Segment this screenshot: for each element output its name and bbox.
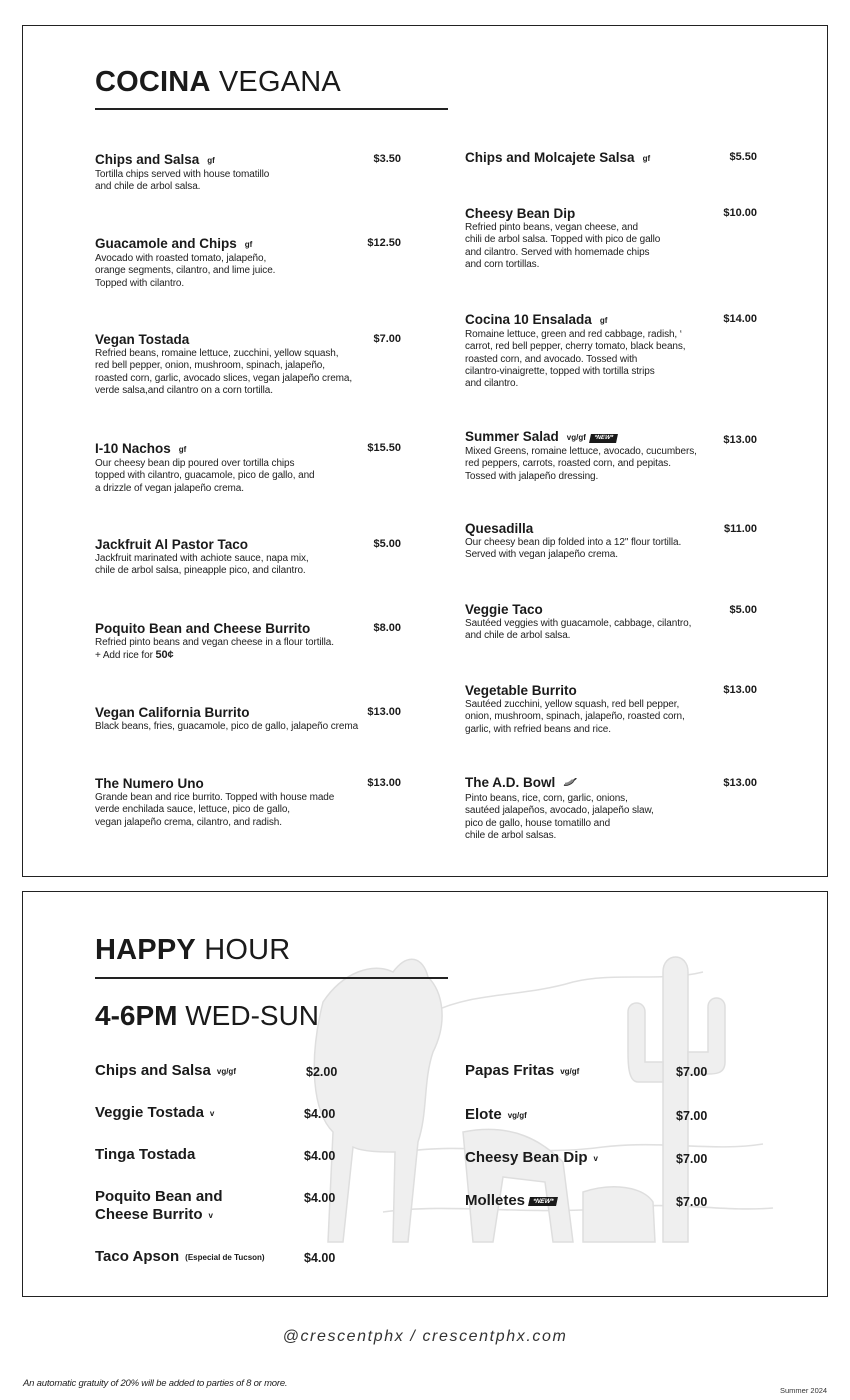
item-price: $14.00 xyxy=(723,313,757,325)
item-price: $5.50 xyxy=(729,151,757,163)
title-bold: HAPPY xyxy=(95,934,196,966)
item-description: Jackfruit marinated with achiote sauce, napa mix, chile de arbol salsa, pineapple pico, and cilantro. xyxy=(95,553,309,577)
item-price: $11.00 xyxy=(723,523,757,535)
hh-item-name: Elote vg/gf xyxy=(465,1106,527,1123)
item-price: $5.00 xyxy=(373,538,401,550)
item-description: Refried pinto beans, vegan cheese, and chili de arbol salsa. Topped with pico de gallo and cilantro. Served with homemade chips and corn tortillas. xyxy=(465,222,661,270)
hh-item-price: $2.00 xyxy=(306,1065,338,1079)
hh-item-price: $4.00 xyxy=(304,1107,336,1121)
gratuity-notice: An automatic gratuity of 20% will be added to parties of 8 or more. xyxy=(23,1378,288,1389)
item-name: Cheesy Bean Dip xyxy=(465,206,576,221)
social-handles: @crescentphx / crescentphx.com xyxy=(282,1328,568,1345)
hh-item-name: Poquito Bean and Cheese Burrito v xyxy=(95,1188,223,1223)
hh-item-name: Taco Apson (Especial de Tucson) xyxy=(95,1248,265,1265)
season-label: Summer 2024 xyxy=(780,1386,828,1395)
chili-pepper-icon xyxy=(563,777,577,792)
item-description: Mixed Greens, romaine lettuce, avocado, cucumbers, red peppers, carrots, roasted corn, and pepitas. Tossed with jalapeño dressing. xyxy=(465,446,697,482)
item-description: Black beans, fries, guacamole, pico de gallo, jalapeño crema xyxy=(95,721,359,732)
item-description: Grande bean and rice burrito. Topped with house made verde enchilada sauce, lettuce, pico de gallo, vegan jalapeño crema, cilantro, and radish. xyxy=(95,792,335,828)
desert-cowboy-illustration-icon xyxy=(283,912,783,1292)
item-description: Sautéed veggies with guacamole, cabbage, cilantro, and chile de arbol salsa. xyxy=(465,618,692,642)
menu-item xyxy=(465,429,697,483)
item-name: Chips and Salsa xyxy=(95,152,200,167)
days-light: WED-SUN xyxy=(185,1000,320,1031)
hh-item-name: Molletes *NEW* xyxy=(465,1192,557,1210)
item-description: Refried pinto beans and vegan cheese in a flour tortilla. + Add rice for 50¢ xyxy=(95,637,334,662)
cocina-vegana-title xyxy=(95,68,341,97)
hh-item-price: $7.00 xyxy=(676,1109,708,1123)
item-price: $13.00 xyxy=(723,434,757,446)
hh-item-name: Chips and Salsa vg/gf xyxy=(95,1062,236,1079)
hh-item-name: Veggie Tostada v xyxy=(95,1104,215,1121)
item-name: Vegan Tostada xyxy=(95,332,190,347)
item-name: I-10 Nachos xyxy=(95,441,171,456)
item-tag: gf xyxy=(207,156,215,165)
item-description: Romaine lettuce, green and red cabbage, radish, ‘ carrot, red bell pepper, cherry tomato, black beans, roasted corn, and avocado. Tossed with cilantro-vinaigrette, topped with tortilla strips and cilantro. xyxy=(465,329,686,390)
item-name: Chips and Molcajete Salsa xyxy=(465,150,635,165)
item-description: Our cheesy bean dip poured over tortilla chips topped with cilantro, guacamole, pico de gallo, and a drizzle of vegan jalapeño crema. xyxy=(95,458,315,494)
hh-item-price: $7.00 xyxy=(676,1195,708,1209)
menu-item xyxy=(465,602,691,643)
cocina-vegana-panel xyxy=(22,25,828,877)
item-tag: gf xyxy=(642,154,651,163)
item-name: The Numero Uno xyxy=(95,776,204,791)
hh-item-name: Cheesy Bean Dip v xyxy=(465,1149,598,1166)
hh-item-name: Papas Fritas vg/gf xyxy=(465,1062,580,1079)
hh-item-price: $4.00 xyxy=(304,1191,336,1205)
item-name: The A.D. Bowl xyxy=(465,775,556,790)
item-price: $13.00 xyxy=(367,706,401,718)
item-price: $5.00 xyxy=(729,604,757,616)
item-price: $10.00 xyxy=(723,207,757,219)
hh-item-price: $7.00 xyxy=(676,1065,708,1079)
menu-item xyxy=(465,206,660,271)
menu-item xyxy=(95,537,309,578)
item-tag: gf xyxy=(244,240,253,249)
new-badge: *NEW* xyxy=(528,1197,558,1206)
item-description: Avocado with roasted tomato, jalapeño, orange segments, cilantro, and lime juice. Topped with cilantro. xyxy=(95,253,276,289)
title-rule xyxy=(95,977,448,979)
item-name: Poquito Bean and Cheese Burrito xyxy=(95,621,311,636)
item-tag: gf xyxy=(178,445,187,454)
hh-item-name: Tinga Tostada xyxy=(95,1146,196,1163)
item-price: $12.50 xyxy=(367,237,401,249)
addon-price: 50¢ xyxy=(155,649,174,662)
menu-item xyxy=(95,621,334,663)
item-name: Vegan California Burrito xyxy=(95,705,250,720)
hh-item-price: $7.00 xyxy=(676,1152,708,1166)
menu-item xyxy=(465,521,681,562)
title-rule xyxy=(95,108,448,110)
item-description: Our cheesy bean dip folded into a 12" flour tortilla. Served with vegan jalapeño crema. xyxy=(465,537,682,561)
item-tag: vg/gf xyxy=(566,433,586,442)
item-description: Pinto beans, rice, corn, garlic, onions, sautéed jalapeños, avocado, jalapeño slaw, pico de gallo, house tomatillo and chile de arbol salsas. xyxy=(465,793,654,841)
item-price: $8.00 xyxy=(373,622,401,634)
item-name: Veggie Taco xyxy=(465,602,543,617)
item-tag: gf xyxy=(599,316,608,325)
item-price: $13.00 xyxy=(723,777,757,789)
item-name: Summer Salad xyxy=(465,429,559,444)
item-name: Jackfruit Al Pastor Taco xyxy=(95,537,249,552)
menu-item xyxy=(95,152,269,194)
hh-item-price: $4.00 xyxy=(304,1251,336,1265)
happy-hour-title xyxy=(95,936,290,965)
item-name: Quesadilla xyxy=(465,521,534,536)
menu-item xyxy=(465,775,654,842)
item-description: Sautéed zucchini, yellow squash, red bell pepper, onion, mushroom, spinach, jalapeño, roasted corn, garlic, with refried beans and rice. xyxy=(465,699,685,735)
menu-item xyxy=(95,705,358,733)
menu-item xyxy=(95,776,334,829)
item-name: Guacamole and Chips xyxy=(95,236,237,251)
title-light: VEGANA xyxy=(218,66,341,98)
item-name: Cocina 10 Ensalada xyxy=(465,312,592,327)
item-description: Refried beans, romaine lettuce, zucchini, yellow squash, red bell pepper, onion, mushroom, spinach, jalapeño, roasted corn, garlic, avocado slices, vegan jalapeño crema, verde salsa,and cilantro on a corn tortilla. xyxy=(95,348,353,396)
item-name: Vegetable Burrito xyxy=(465,683,577,698)
happy-hour-times xyxy=(95,1002,319,1030)
item-price: $13.00 xyxy=(367,777,401,789)
item-price: $13.00 xyxy=(723,684,757,696)
menu-item xyxy=(465,683,685,736)
title-light: HOUR xyxy=(204,934,291,966)
hh-item-price: $4.00 xyxy=(304,1149,336,1163)
hours-bold: 4-6PM xyxy=(95,1000,178,1031)
menu-item xyxy=(95,236,275,290)
item-price: $7.00 xyxy=(373,333,401,345)
item-description: Tortilla chips served with house tomatillo and chile de arbol salsa. xyxy=(95,169,270,193)
menu-item xyxy=(465,150,650,166)
item-price: $3.50 xyxy=(373,153,401,165)
menu-item xyxy=(465,312,685,390)
menu-item xyxy=(95,332,352,397)
item-price: $15.50 xyxy=(367,442,401,454)
menu-item xyxy=(95,441,315,495)
title-bold: COCINA xyxy=(95,66,211,98)
new-badge: *NEW* xyxy=(589,434,618,443)
happy-hour-panel xyxy=(22,891,828,1297)
